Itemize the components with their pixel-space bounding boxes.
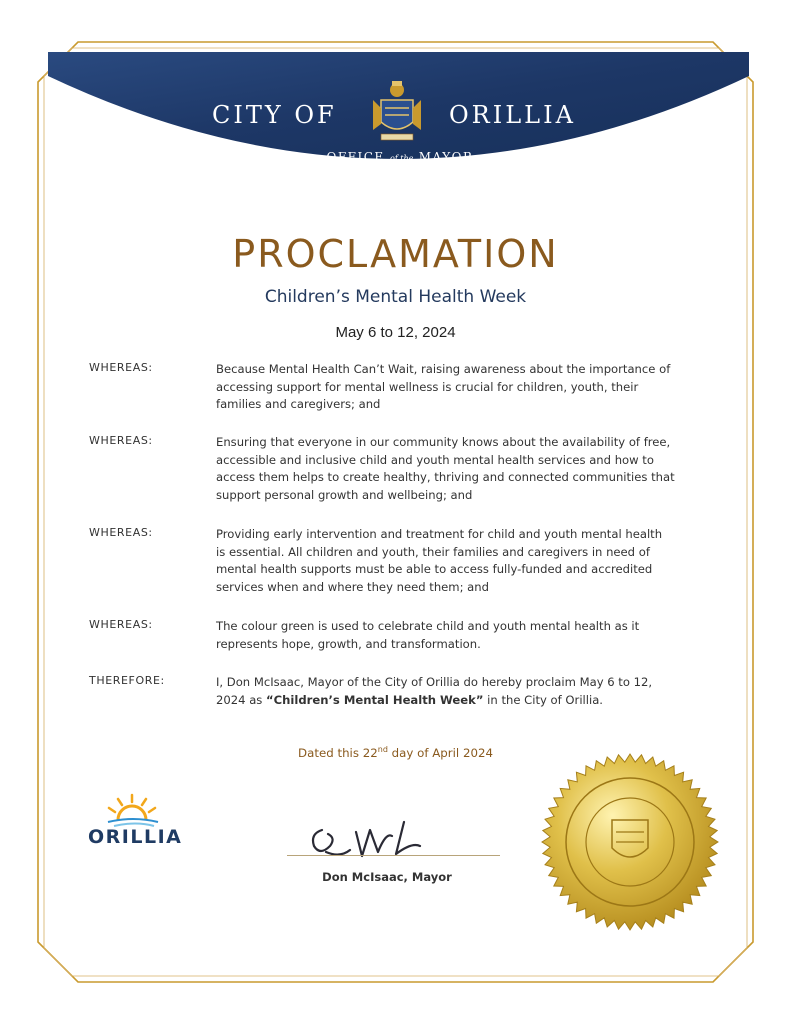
clause-text: Providing early intervention and treatment for child and youth mental health is essential. All children and youth, their families and caregivers in need of mental health supports must be able to access fully-funded and accredited services when and where they need them; and xyxy=(216,527,663,594)
dated-line: Dated this 22nd day of April 2024 xyxy=(298,745,493,760)
header-orillia: ORILLIA xyxy=(449,101,576,129)
clause-label: WHEREAS: xyxy=(89,434,153,447)
orillia-logo-text: ORILLIA xyxy=(88,826,183,848)
clause-text: Because Mental Health Can’t Wait, raising awareness about the importance of accessing support for mental wellness is crucial for children, youth, their families and caregivers; and xyxy=(216,362,671,411)
office-of-the-mayor: OFFICE of the MAYOR xyxy=(326,150,474,164)
proclamation-subtitle: Children’s Mental Health Week xyxy=(264,287,527,307)
clause-label: WHEREAS: xyxy=(89,618,153,631)
clause-label: THEREFORE: xyxy=(89,674,165,687)
header-city-of: CITY OF xyxy=(212,101,337,129)
proclamation-title: PROCLAMATION xyxy=(232,232,559,276)
clause-label: WHEREAS: xyxy=(89,526,153,539)
gold-corporate-seal-icon xyxy=(540,752,720,932)
coat-of-arms-icon xyxy=(367,78,427,146)
signature-line xyxy=(287,855,500,856)
signer-name: Don McIsaac, Mayor xyxy=(322,870,452,884)
clause-text: Ensuring that everyone in our community knows about the availability of free, accessible and inclusive child and youth mental health services and how to access them helps to create healthy, thriving and connected communities that support personal growth and wellbeing; and xyxy=(216,435,675,502)
proclamation-dates: May 6 to 12, 2024 xyxy=(335,324,456,341)
clause-text: I, Don McIsaac, Mayor of the City of Orillia do hereby proclaim May 6 to 12, 2024 as “Children’s Mental Health Week” in the City of Orillia. xyxy=(216,675,653,707)
clause-text: The colour green is used to celebrate child and youth mental health as it represents hope, growth, and transformation. xyxy=(216,619,640,651)
clause-label: WHEREAS: xyxy=(89,361,153,374)
